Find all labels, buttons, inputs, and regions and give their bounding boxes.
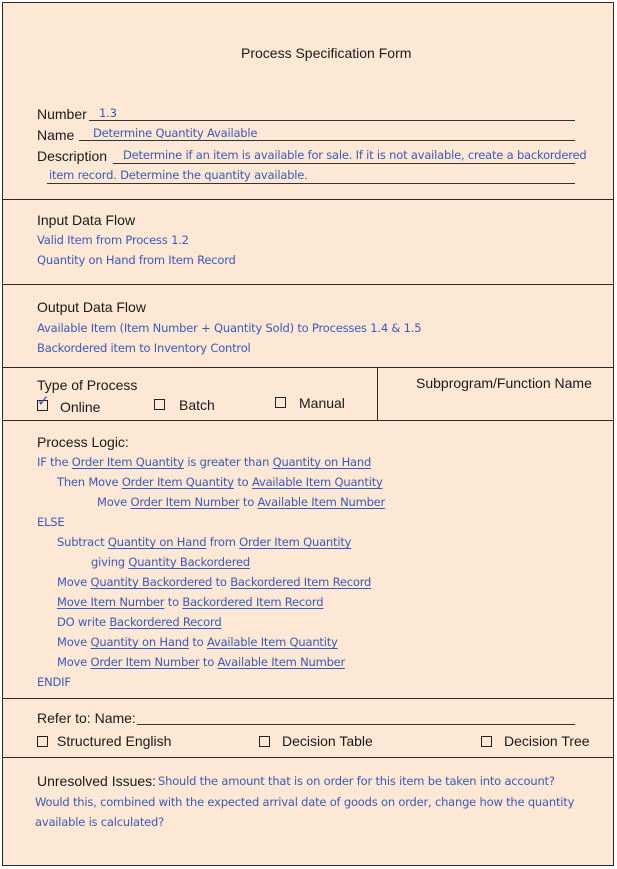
manual-label: Manual xyxy=(299,395,345,411)
input-flow-line: Quantity on Hand from Item Record xyxy=(37,253,236,267)
batch-checkbox[interactable] xyxy=(154,399,165,410)
number-value[interactable]: 1.3 xyxy=(99,106,117,120)
structured-english-checkbox[interactable] xyxy=(37,736,48,747)
logic-line: Subtract Quantity on Hand from Order Item Quantity xyxy=(57,535,352,549)
process-specification-form xyxy=(2,2,614,866)
output-flow-heading: Output Data Flow xyxy=(37,299,146,315)
number-line xyxy=(89,120,575,121)
name-label: Name xyxy=(37,127,75,143)
description-line-2 xyxy=(47,183,575,184)
decision-tree-label: Decision Tree xyxy=(504,733,590,749)
process-type-heading: Type of Process xyxy=(37,377,138,393)
online-label: Online xyxy=(60,399,101,415)
logic-line: Move Order Item Number to Available Item Number xyxy=(97,495,386,509)
unresolved-issues-text: Should the amount that is on order for this item be taken into account? xyxy=(158,774,555,788)
divider-vertical xyxy=(377,367,378,420)
structured-english-label: Structured English xyxy=(57,733,172,749)
refer-to-label: Refer to: Name: xyxy=(37,710,136,726)
input-flow-heading: Input Data Flow xyxy=(37,212,136,228)
manual-checkbox[interactable] xyxy=(275,397,286,408)
name-line xyxy=(79,140,575,141)
divider xyxy=(3,698,613,699)
decision-table-label: Decision Table xyxy=(282,733,373,749)
divider xyxy=(3,284,613,285)
logic-line: giving Quantity Backordered xyxy=(91,555,250,569)
logic-line: Then Move Order Item Quantity to Available Item Quantity xyxy=(57,475,383,489)
input-flow-line: Valid Item from Process 1.2 xyxy=(37,233,189,247)
description-label: Description xyxy=(37,148,108,164)
form-title: Process Specification Form xyxy=(241,45,412,61)
description-value-2[interactable]: item record. Determine the quantity available. xyxy=(49,168,308,182)
decision-table-checkbox[interactable] xyxy=(259,736,270,747)
name-value[interactable]: Determine Quantity Available xyxy=(93,126,258,140)
process-logic-heading: Process Logic: xyxy=(37,434,129,450)
checkmark-icon: ✓ xyxy=(37,393,50,410)
logic-line: Move Quantity on Hand to Available Item Quantity xyxy=(57,635,338,649)
logic-line: Move Quantity Backordered to Backordered Item Record xyxy=(57,575,372,589)
divider xyxy=(3,367,613,368)
description-line-1 xyxy=(113,163,575,164)
logic-line: Move Item Number to Backordered Item Record xyxy=(57,595,324,609)
logic-line: DO write Backordered Record xyxy=(57,615,222,629)
logic-line: IF the Order Item Quantity is greater than Quantity on Hand xyxy=(37,455,372,469)
decision-tree-checkbox[interactable] xyxy=(481,736,492,747)
unresolved-issues-text: available is calculated? xyxy=(35,815,165,829)
description-value-1[interactable]: Determine if an item is available for sale. If it is not available, create a backordered xyxy=(123,148,587,162)
output-flow-line: Available Item (Item Number + Quantity Sold) to Processes 1.4 & 1.5 xyxy=(37,321,422,335)
refer-name-line xyxy=(137,724,575,725)
subprogram-heading: Subprogram/Function Name xyxy=(416,375,592,391)
output-flow-line: Backordered item to Inventory Control xyxy=(37,341,251,355)
unresolved-issues-text: Would this, combined with the expected arrival date of goods on order, change how the quantity xyxy=(35,795,575,809)
logic-line: Move Order Item Number to Available Item Number xyxy=(57,655,346,669)
batch-label: Batch xyxy=(179,397,215,413)
divider xyxy=(3,420,613,421)
number-label: Number xyxy=(37,106,87,122)
unresolved-issues-label: Unresolved Issues: xyxy=(37,773,157,789)
logic-line: ELSE xyxy=(37,515,65,529)
logic-line: ENDIF xyxy=(37,675,71,689)
divider xyxy=(3,199,613,200)
divider xyxy=(3,757,613,758)
